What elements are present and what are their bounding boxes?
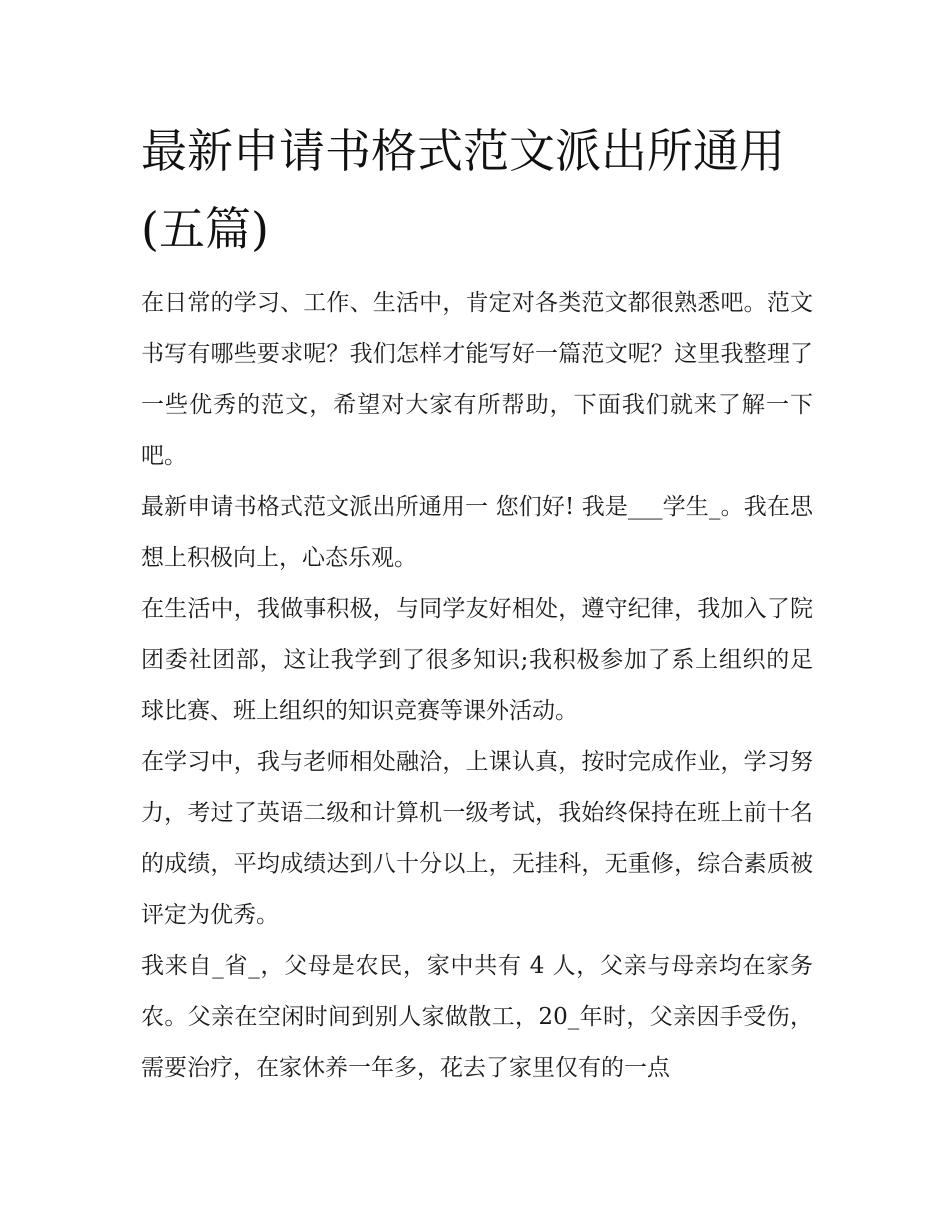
paragraph-greeting: 最新申请书格式范文派出所通用一 您们好! 我是___学生_。我在思想上积极向上，心态乐观。 — [141, 494, 813, 571]
paragraph-study: 在学习中，我与老师相处融洽，上课认真，按时完成作业，学习努力，考过了英语二级和计算机一级考试，我始终保持在班上前十名的成绩，平均成绩达到八十分以上，无挂科，无重修，综合素质被评定为优秀。 — [141, 749, 813, 928]
document-content — [141, 112, 813, 1094]
paragraph-life: 在生活中，我做事积极，与同学友好相处，遵守纪律，我加入了院团委社团部，这让我学到了很多知识;我积极参加了系上组织的足球比赛、班上组织的知识竞赛等课外活动。 — [141, 596, 813, 724]
paragraph-intro: 在日常的学习、工作、生活中，肯定对各类范文都很熟悉吧。范文书写有哪些要求呢？我们怎样才能写好一篇范文呢？这里我整理了一些优秀的范文，希望对大家有所帮助，下面我们就来了解一下吧。 — [141, 290, 813, 469]
document-title: 最新申请书格式范文派出所通用(五篇) — [141, 124, 785, 256]
document-body — [141, 278, 813, 1094]
paragraph-family: 我来自_省_，父母是农民，家中共有 4 人，父亲与母亲均在家务农。父亲在空闲时间到别人家做散工，20_年时，父亲因手受伤，需要治疗，在家休养一年多，花去了家里仅有的一点 — [141, 953, 813, 1081]
